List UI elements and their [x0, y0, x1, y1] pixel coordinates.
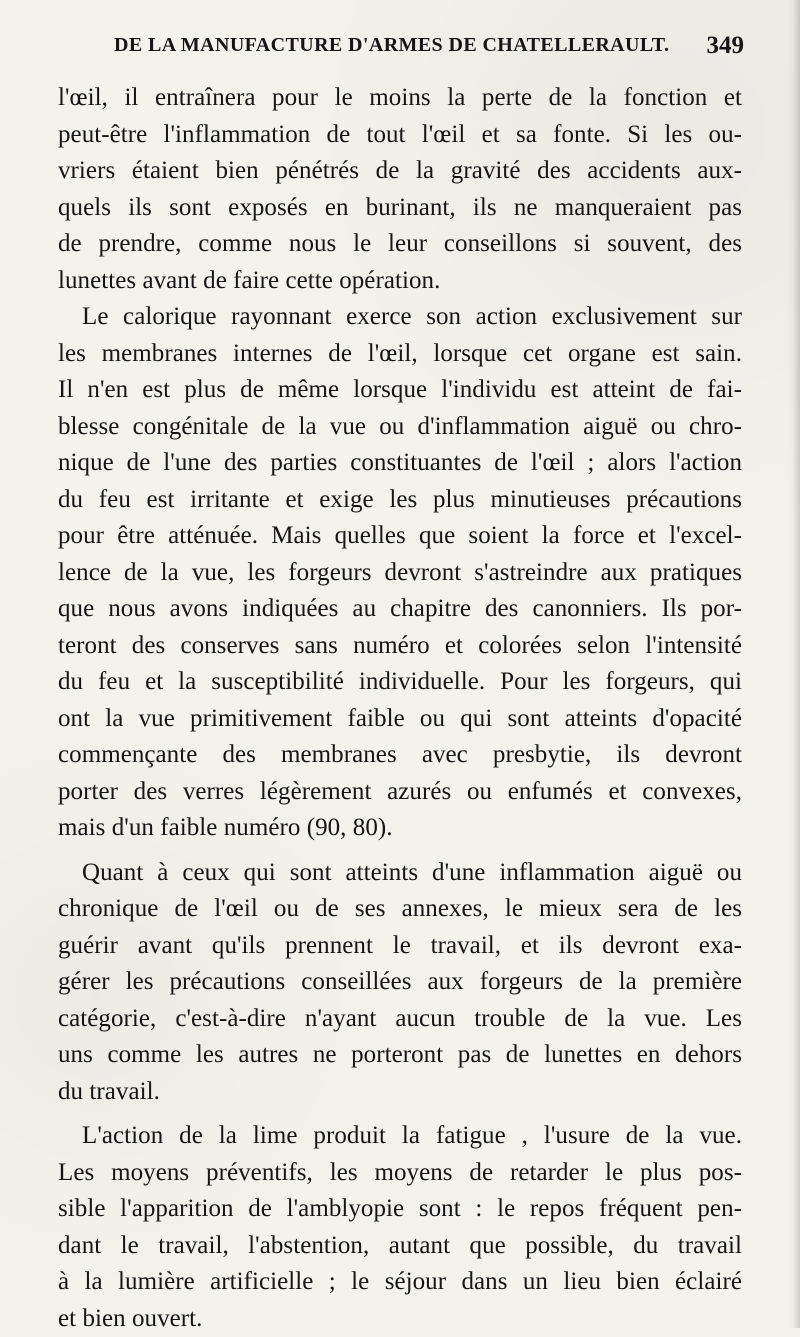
text-line: gérer les précautions conseillées aux forgeurs de la première	[58, 964, 742, 1001]
text-line: catégorie, c'est-à-dire n'ayant aucun trouble de la vue. Les	[58, 1001, 742, 1038]
text-line: à la lumière artificielle ; le séjour dans un lieu bien éclairé	[58, 1264, 742, 1301]
text-line: pour être atténuée. Mais quelles que soient la force et l'excel-	[58, 518, 742, 555]
text-line: uns comme les autres ne porteront pas de lunettes en dehors	[58, 1037, 742, 1074]
text-line: lence de la vue, les forgeurs devront s'astreindre aux pratiques	[58, 555, 742, 592]
text-line: et bien ouvert.	[58, 1301, 742, 1337]
text-line: chronique de l'œil ou de ses annexes, le mieux sera de les	[58, 891, 742, 928]
text-line: quels ils sont exposés en burinant, ils ne manqueraient pas	[58, 190, 742, 227]
text-line: Le calorique rayonnant exerce son action exclusivement sur	[58, 299, 742, 336]
paragraph-3	[58, 855, 742, 1111]
text-line: vriers étaient bien pénétrés de la gravité des accidents aux-	[58, 153, 742, 190]
text-line: peut-être l'inflammation de tout l'œil et sa fonte. Si les ou-	[58, 117, 742, 154]
page-edge-shadow	[786, 0, 800, 1328]
text-line: commençante des membranes avec presbytie, ils devront	[58, 737, 742, 774]
text-line: ont la vue primitivement faible ou qui sont atteints d'opacité	[58, 701, 742, 738]
text-line: mais d'un faible numéro (90, 80).	[58, 810, 742, 847]
paragraph-2	[58, 299, 742, 847]
text-line: dant le travail, l'abstention, autant que possible, du travail	[58, 1228, 742, 1265]
paragraph-1	[58, 80, 742, 299]
text-line: les membranes internes de l'œil, lorsque cet organe est sain.	[58, 336, 742, 373]
paragraph-spacer	[58, 1110, 742, 1118]
paragraph-4	[58, 1118, 742, 1337]
text-line: Les moyens préventifs, les moyens de retarder le plus pos-	[58, 1155, 742, 1192]
text-line: que nous avons indiquées au chapitre des canonniers. Ils por-	[58, 591, 742, 628]
text-line: nique de l'une des parties constituantes de l'œil ; alors l'action	[58, 445, 742, 482]
text-line: du travail.	[58, 1074, 742, 1111]
text-line: de prendre, comme nous le leur conseillons si souvent, des	[58, 226, 742, 263]
text-line: blesse congénitale de la vue ou d'inflammation aiguë ou chro-	[58, 409, 742, 446]
text-line: L'action de la lime produit la fatigue , l'usure de la vue.	[58, 1118, 742, 1155]
page-header	[72, 34, 744, 68]
text-line: guérir avant qu'ils prennent le travail, et ils devront exa-	[58, 928, 742, 965]
text-line: lunettes avant de faire cette opération.	[58, 263, 742, 300]
text-line: l'œil, il entraînera pour le moins la perte de la fonction et	[58, 80, 742, 117]
running-head: DE LA MANUFACTURE D'ARMES DE CHATELLERAULT.	[114, 34, 669, 57]
text-line: du feu et la susceptibilité individuelle. Pour les forgeurs, qui	[58, 664, 742, 701]
text-line: porter des verres légèrement azurés ou enfumés et convexes,	[58, 774, 742, 811]
body-text	[58, 80, 742, 1337]
text-line: Quant à ceux qui sont atteints d'une inflammation aiguë ou	[58, 855, 742, 892]
paragraph-spacer	[58, 847, 742, 855]
page-number: 349	[707, 32, 745, 60]
text-line: teront des conserves sans numéro et colorées selon l'intensité	[58, 628, 742, 665]
text-line: sible l'apparition de l'amblyopie sont : le repos fréquent pen-	[58, 1191, 742, 1228]
text-line: du feu est irritante et exige les plus minutieuses précautions	[58, 482, 742, 519]
text-line: Il n'en est plus de même lorsque l'individu est atteint de fai-	[58, 372, 742, 409]
